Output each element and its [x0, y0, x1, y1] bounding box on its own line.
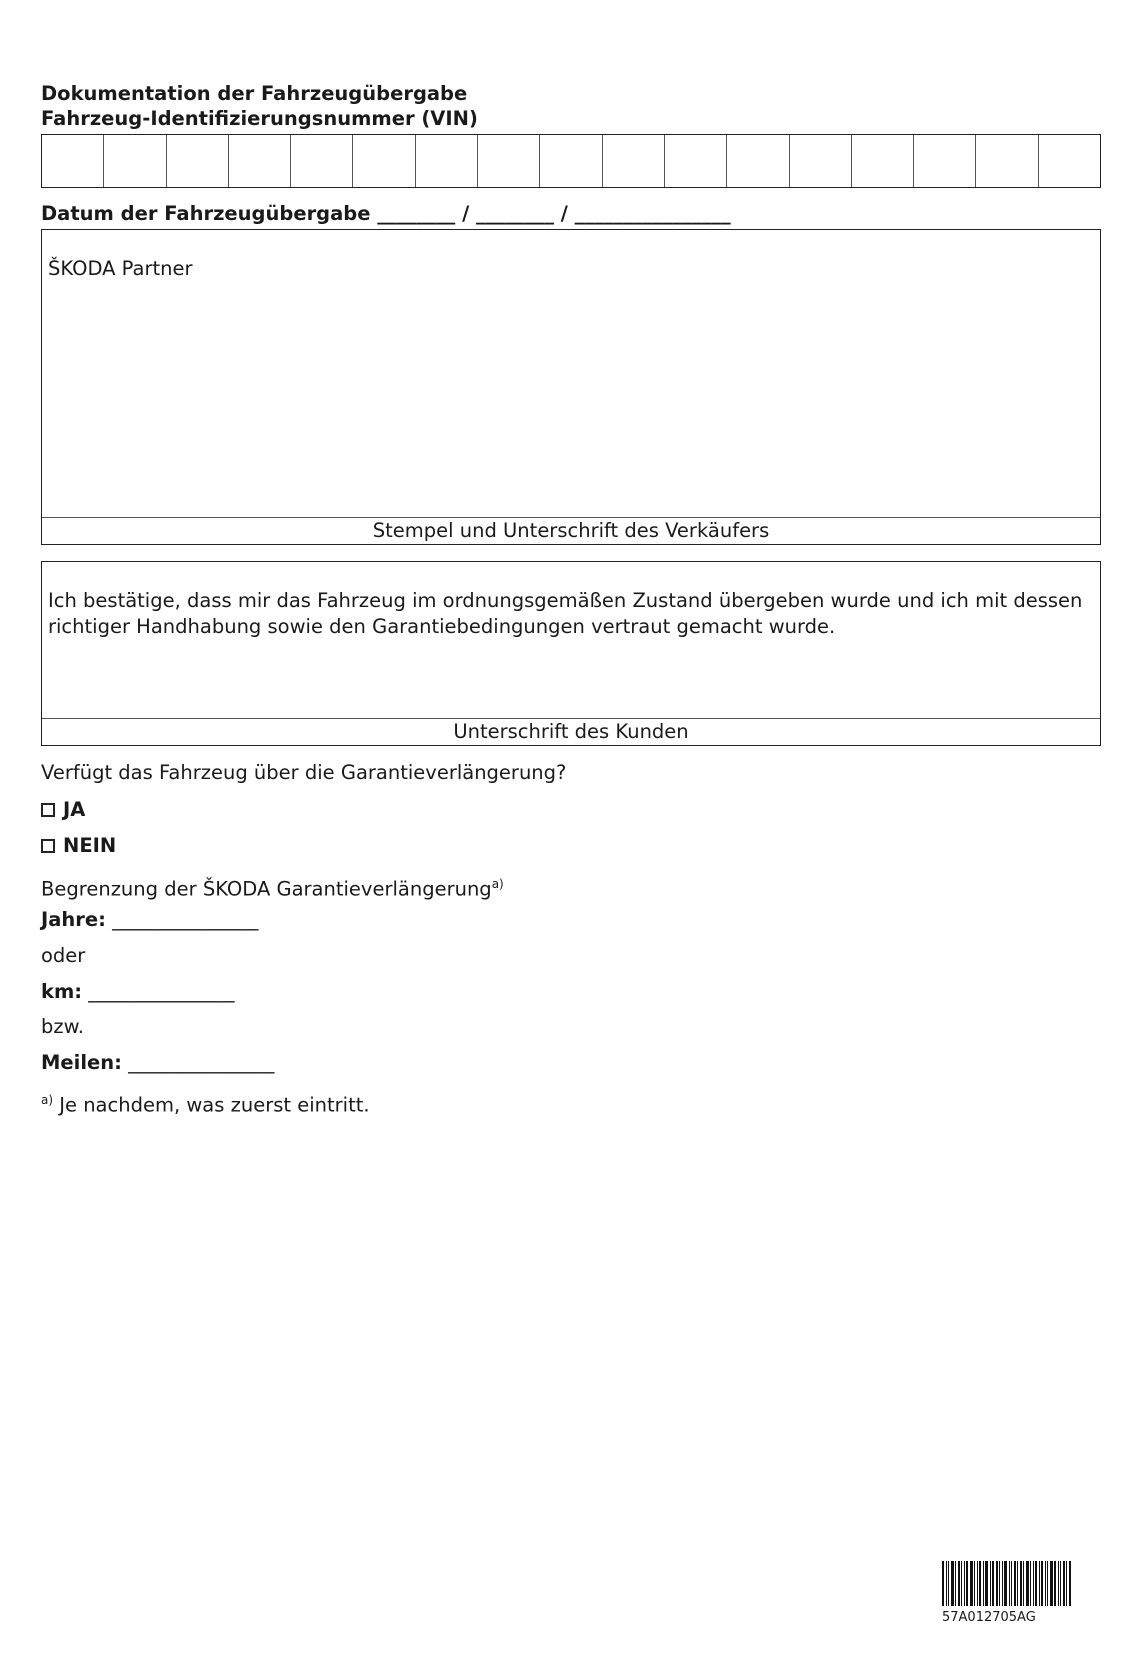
barcode-bar — [1014, 1561, 1016, 1606]
handover-date-field[interactable] — [41, 202, 731, 226]
barcode-bar — [1039, 1561, 1040, 1606]
barcode-bar — [990, 1561, 991, 1606]
vin-label: Fahrzeug-Identifizierungsnummer (VIN) — [41, 107, 478, 130]
barcode-bar — [1009, 1561, 1010, 1606]
or-text: oder — [41, 944, 86, 967]
years-field[interactable] — [41, 908, 258, 932]
footnote-mark: a) — [41, 1093, 54, 1107]
barcode-bar — [985, 1561, 988, 1606]
date-label: Datum der Fahrzeugübergabe — [41, 202, 371, 225]
yes-label: JA — [63, 798, 86, 821]
barcode-code: 57A012705AG — [942, 1610, 1036, 1625]
date-blanks: ________ / ________ / ________________ — [377, 202, 731, 225]
vin-input-grid[interactable] — [41, 134, 1101, 188]
option-no[interactable] — [41, 834, 116, 858]
years-blank: _______________ — [112, 908, 259, 931]
footnote-ref: a) — [491, 877, 504, 891]
barcode-bar — [1017, 1561, 1018, 1606]
footnote — [41, 1088, 370, 1118]
checkbox-yes[interactable] — [41, 803, 55, 817]
barcode-bar — [974, 1561, 975, 1606]
vin-cell[interactable] — [1039, 135, 1100, 187]
no-label: NEIN — [63, 834, 117, 857]
barcode-bar — [1026, 1561, 1029, 1606]
barcode-bar — [983, 1561, 984, 1606]
miles-blank: _______________ — [128, 1051, 275, 1074]
customer-signature-label: Unterschrift des Kunden — [42, 718, 1100, 745]
barcode-bar — [1030, 1561, 1031, 1606]
vin-cell[interactable] — [790, 135, 852, 187]
barcode-bar — [966, 1561, 968, 1606]
vin-cell[interactable] — [478, 135, 540, 187]
barcode-bar — [1054, 1561, 1056, 1606]
barcode-bar — [979, 1561, 981, 1606]
miles-label: Meilen: — [41, 1051, 122, 1074]
barcode-bar — [1035, 1561, 1037, 1606]
option-yes[interactable] — [41, 798, 85, 822]
vin-cell[interactable] — [353, 135, 415, 187]
checkbox-no[interactable] — [41, 839, 55, 853]
footnote-text: Je nachdem, was zuerst eintritt. — [59, 1093, 370, 1117]
barcode-bar — [1004, 1561, 1007, 1606]
barcode-bar — [951, 1561, 954, 1606]
barcode-bar — [964, 1561, 965, 1606]
extension-question: Verfügt das Fahrzeug über die Garantieverlängerung? — [41, 761, 567, 784]
barcode-bar — [992, 1561, 994, 1606]
barcode-bar — [1066, 1561, 1067, 1606]
confirmation-line-1: Ich bestätige, dass mir das Fahrzeug im ordnungsgemäßen Zustand übergeben wurde und ich mit dessen — [48, 589, 1083, 612]
barcode-bar — [1069, 1561, 1071, 1606]
barcode-bar — [1002, 1561, 1003, 1606]
limit-label — [41, 872, 504, 902]
barcode-bar — [961, 1561, 962, 1606]
barcode-bar — [1058, 1561, 1059, 1606]
vin-cell[interactable] — [104, 135, 166, 187]
vin-cell[interactable] — [416, 135, 478, 187]
years-label: Jahre: — [41, 908, 106, 931]
vin-cell[interactable] — [665, 135, 727, 187]
barcode-image — [942, 1561, 1101, 1606]
barcode-bar — [1023, 1561, 1024, 1606]
vin-cell[interactable] — [42, 135, 104, 187]
barcode-bar — [996, 1561, 998, 1606]
miles-field[interactable] — [41, 1051, 274, 1075]
barcode-bar — [958, 1561, 960, 1606]
seller-signature-label: Stempel und Unterschrift des Verkäufers — [42, 517, 1100, 544]
barcode-bar — [1041, 1561, 1043, 1606]
vin-cell[interactable] — [291, 135, 353, 187]
limit-text: Begrenzung der ŠKODA Garantieverlängerung — [41, 877, 492, 901]
barcode-bar — [948, 1561, 949, 1606]
barcode-bar — [1011, 1561, 1012, 1606]
barcode-bar — [942, 1561, 944, 1606]
customer-signature-box[interactable] — [41, 561, 1101, 746]
km-field[interactable] — [41, 980, 235, 1004]
vin-cell[interactable] — [727, 135, 789, 187]
seller-stamp-box[interactable] — [41, 229, 1101, 545]
vin-cell[interactable] — [914, 135, 976, 187]
barcode-bar — [946, 1561, 947, 1606]
barcode-bar — [1020, 1561, 1022, 1606]
barcode-bar — [1060, 1561, 1061, 1606]
vin-cell[interactable] — [976, 135, 1038, 187]
barcode-bar — [970, 1561, 973, 1606]
vin-cell[interactable] — [167, 135, 229, 187]
barcode-bar — [1047, 1561, 1048, 1606]
vin-cell[interactable] — [229, 135, 291, 187]
barcode-bar — [1033, 1561, 1034, 1606]
vin-cell[interactable] — [852, 135, 914, 187]
barcode-bar — [999, 1561, 1000, 1606]
vin-cell[interactable] — [603, 135, 665, 187]
resp-text: bzw. — [41, 1015, 84, 1038]
vin-cell[interactable] — [540, 135, 602, 187]
confirmation-line-2: richtiger Handhabung sowie den Garantiebedingungen vertraut gemacht wurde. — [48, 615, 836, 638]
barcode-bar — [955, 1561, 956, 1606]
km-label: km: — [41, 980, 83, 1003]
km-blank: _______________ — [88, 980, 235, 1003]
partner-text: ŠKODA Partner — [48, 257, 193, 280]
barcode-bar — [977, 1561, 978, 1606]
barcode-bar — [1045, 1561, 1046, 1606]
barcode-bar — [1063, 1561, 1065, 1606]
document-title: Dokumentation der Fahrzeugübergabe — [41, 82, 468, 105]
barcode-bar — [1050, 1561, 1053, 1606]
